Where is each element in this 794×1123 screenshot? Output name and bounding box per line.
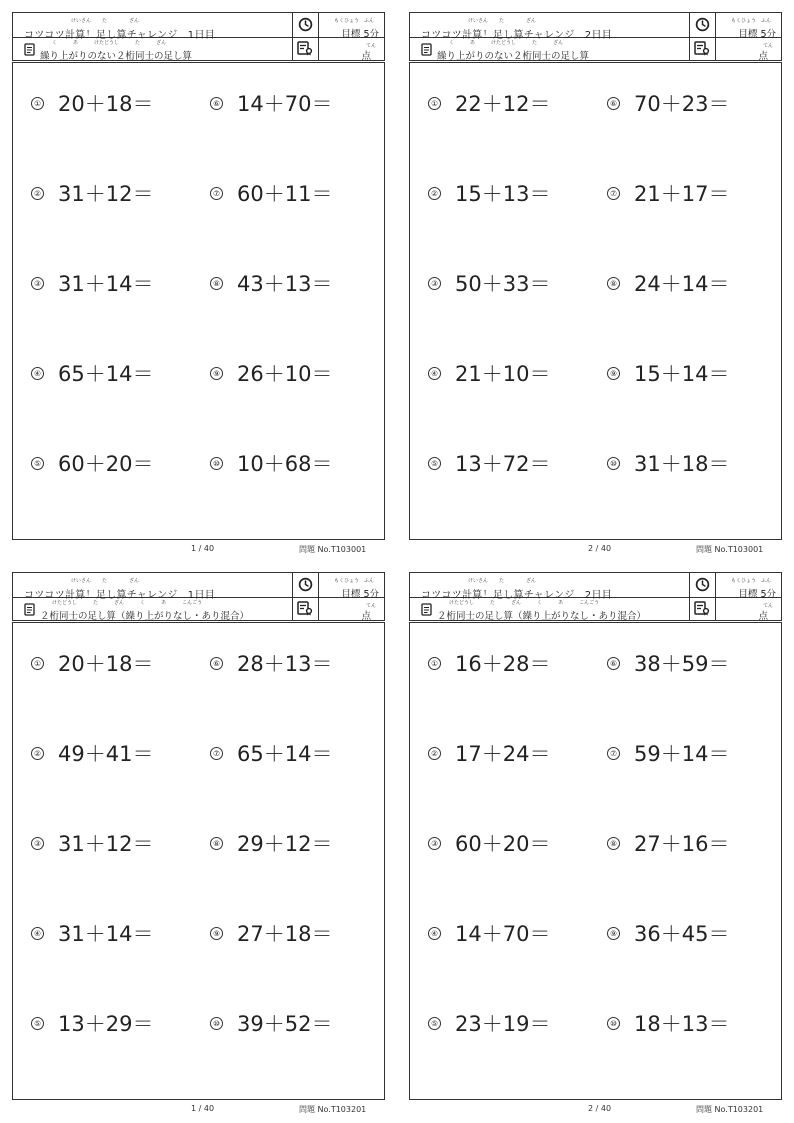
problem-number-marker: ⑤ (428, 457, 441, 470)
title-ruby-1: けいさん (468, 578, 489, 584)
problem-expression: 21＋10＝ (455, 362, 551, 386)
subtitle-ruby-4: た (532, 40, 538, 46)
problem-expression: 60＋11＝ (237, 182, 333, 206)
problem-number-marker: ① (428, 97, 441, 110)
subtitle-ruby-6: こんごう (182, 600, 203, 606)
problem-8 (210, 268, 332, 298)
title-ruby-2: た (102, 578, 108, 584)
title-ruby-3: ざん (129, 578, 140, 584)
subtitle-ruby (449, 599, 615, 606)
problem-6 (210, 648, 332, 678)
page-number: 2 / 40 (588, 544, 612, 553)
problem-number-marker: ④ (428, 927, 441, 940)
subtitle-ruby-5: ざん (553, 40, 564, 46)
subtitle-ruby-4: く (140, 600, 146, 606)
subtitle-ruby-3: ざん (114, 600, 125, 606)
problem-expression: 70＋23＝ (634, 92, 730, 116)
problem-expression: 60＋20＝ (58, 452, 154, 476)
worksheet-header (12, 572, 385, 620)
problem-number-marker: ② (428, 747, 441, 760)
problem-number-marker: ⑤ (428, 1017, 441, 1030)
problem-expression: 31＋18＝ (634, 452, 730, 476)
problem-expression: 50＋33＝ (455, 272, 551, 296)
problem-expression: 31＋14＝ (58, 272, 154, 296)
problem-number-marker: ⑦ (607, 187, 620, 200)
worksheet-header (409, 572, 782, 620)
sheet-subtitle (437, 608, 646, 622)
problem-expression: 49＋41＝ (58, 742, 154, 766)
problem-expression: 24＋14＝ (634, 272, 730, 296)
score-ruby: てん (763, 603, 774, 609)
problem-7 (210, 738, 332, 768)
problem-number-marker: ⑨ (607, 367, 620, 380)
problem-4 (31, 918, 153, 948)
problem-2 (428, 178, 550, 208)
subtitle-text: 繰り上がりのない２桁同士の足し算 (40, 51, 193, 62)
problem-number-marker: ⑥ (210, 657, 223, 670)
answer-sheet-icon (297, 41, 313, 56)
problem-expression: 31＋12＝ (58, 832, 154, 856)
clock-icon (695, 577, 710, 592)
document-icon (24, 603, 35, 616)
problem-number-marker: ⑩ (607, 1017, 620, 1030)
subtitle-ruby-1: けたどうし (449, 600, 475, 606)
title-ruby-3: ざん (526, 18, 537, 24)
title-ruby-2: た (102, 18, 108, 24)
goal-time: 目標 5分 (341, 589, 379, 600)
subtitle-ruby-4: た (135, 40, 141, 46)
clock-icon (695, 17, 710, 32)
problem-expression: 36＋45＝ (634, 922, 730, 946)
subtitle-ruby-3: けたどうし (94, 40, 120, 46)
problem-number-marker: ⑤ (31, 1017, 44, 1030)
subtitle-text: 繰り上がりのない２桁同士の足し算 (437, 51, 590, 62)
problem-5 (31, 448, 153, 478)
page-number: 2 / 40 (588, 1104, 612, 1113)
sheet-title: コツコツ計算！足し算チャレンジ 2日目 (421, 590, 613, 601)
answer-sheet-icon (297, 601, 313, 616)
problem-expression: 15＋13＝ (455, 182, 551, 206)
sheet-title: コツコツ計算！足し算チャレンジ 1日目 (24, 30, 216, 41)
sheet-subtitle (40, 608, 249, 622)
problem-number-marker: ② (428, 187, 441, 200)
score-label: 点 (758, 611, 768, 622)
problem-number-marker: ③ (31, 277, 44, 290)
problem-number-marker: ① (31, 97, 44, 110)
subtitle-ruby-5: あ (558, 600, 564, 606)
problem-number-marker: ⑦ (607, 747, 620, 760)
subtitle-ruby (52, 39, 182, 46)
problem-expression: 13＋29＝ (58, 1012, 154, 1036)
problem-5 (428, 448, 550, 478)
problem-2 (31, 178, 153, 208)
subtitle-ruby-1: けたどうし (52, 600, 78, 606)
subtitle-ruby (52, 599, 218, 606)
problem-number-marker: ⑤ (31, 457, 44, 470)
problem-3 (428, 828, 550, 858)
score-label: 点 (361, 611, 371, 622)
problem-9 (607, 918, 729, 948)
problem-7 (607, 178, 729, 208)
problem-number-marker: ⑧ (210, 837, 223, 850)
problem-number-marker: ⑧ (210, 277, 223, 290)
problem-3 (31, 828, 153, 858)
title-ruby-3: ざん (526, 578, 537, 584)
subtitle-ruby-2: た (93, 600, 99, 606)
problem-5 (31, 1008, 153, 1038)
problem-number-marker: ③ (428, 277, 441, 290)
problem-number-marker: ⑩ (210, 457, 223, 470)
problem-number-marker: ⑨ (210, 367, 223, 380)
problem-expression: 29＋12＝ (237, 832, 333, 856)
problem-expression: 16＋28＝ (455, 652, 551, 676)
problem-8 (210, 828, 332, 858)
problem-2 (428, 738, 550, 768)
problem-expression: 59＋14＝ (634, 742, 730, 766)
answer-sheet-icon (694, 601, 710, 616)
subtitle-ruby-5: ざん (156, 40, 167, 46)
problem-10 (607, 448, 729, 478)
problem-number-marker: ① (428, 657, 441, 670)
title-ruby-2: た (499, 578, 505, 584)
subtitle-text: ２桁同士の足し算（繰り上がりなし・あり混合） (437, 611, 647, 622)
document-icon (24, 43, 35, 56)
goal-time: 目標 5分 (738, 29, 776, 40)
problem-expression: 21＋17＝ (634, 182, 730, 206)
subtitle-ruby-2: た (490, 600, 496, 606)
problem-expression: 31＋12＝ (58, 182, 154, 206)
problem-number-marker: ③ (428, 837, 441, 850)
clock-icon (298, 17, 313, 32)
problem-number-marker: ⑨ (607, 927, 620, 940)
worksheet-header (409, 12, 782, 60)
problem-number-marker: ⑧ (607, 277, 620, 290)
problem-4 (428, 918, 550, 948)
title-ruby-1: けいさん (468, 18, 489, 24)
score-ruby: てん (763, 43, 774, 49)
problem-5 (428, 1008, 550, 1038)
problem-6 (607, 88, 729, 118)
problem-number-marker: ⑥ (210, 97, 223, 110)
subtitle-ruby-3: ざん (511, 600, 522, 606)
goal-ruby: もくひょう ふん (731, 578, 772, 584)
problem-4 (31, 358, 153, 388)
problem-9 (210, 358, 332, 388)
goal-ruby: もくひょう ふん (334, 18, 375, 24)
problem-number-marker: ⑨ (210, 927, 223, 940)
problem-9 (210, 918, 332, 948)
problem-10 (210, 1008, 332, 1038)
problem-expression: 10＋68＝ (237, 452, 333, 476)
goal-ruby: もくひょう ふん (334, 578, 375, 584)
problem-expression: 27＋18＝ (237, 922, 333, 946)
problem-expression: 17＋24＝ (455, 742, 551, 766)
score-label: 点 (361, 51, 371, 62)
problem-number-marker: ⑦ (210, 747, 223, 760)
goal-time: 目標 5分 (738, 589, 776, 600)
problem-1 (31, 88, 153, 118)
score-label: 点 (758, 51, 768, 62)
problem-expression: 27＋16＝ (634, 832, 730, 856)
problem-expression: 65＋14＝ (237, 742, 333, 766)
problem-expression: 18＋13＝ (634, 1012, 730, 1036)
problem-number: 問題 No.T103201 (299, 1105, 367, 1114)
problem-expression: 43＋13＝ (237, 272, 333, 296)
subtitle-ruby-6: こんごう (579, 600, 600, 606)
sheet-title: コツコツ計算！足し算チャレンジ 2日目 (421, 30, 613, 41)
problem-number-marker: ④ (428, 367, 441, 380)
problem-number: 問題 No.T103001 (299, 545, 367, 554)
subtitle-ruby-2: あ (73, 40, 79, 46)
clock-icon (298, 577, 313, 592)
page-number: 1 / 40 (191, 1104, 215, 1113)
score-ruby: てん (366, 43, 377, 49)
problem-3 (428, 268, 550, 298)
goal-ruby: もくひょう ふん (731, 18, 772, 24)
problem-expression: 28＋13＝ (237, 652, 333, 676)
problem-number-marker: ⑧ (607, 837, 620, 850)
problem-number-marker: ⑩ (210, 1017, 223, 1030)
problem-number-marker: ⑥ (607, 657, 620, 670)
answer-sheet-icon (694, 41, 710, 56)
problem-1 (31, 648, 153, 678)
problem-3 (31, 268, 153, 298)
problem-expression: 31＋14＝ (58, 922, 154, 946)
problem-7 (210, 178, 332, 208)
problem-expression: 20＋18＝ (58, 92, 154, 116)
problem-expression: 39＋52＝ (237, 1012, 333, 1036)
problem-1 (428, 648, 550, 678)
subtitle-text: ２桁同士の足し算（繰り上がりなし・あり混合） (40, 611, 250, 622)
problem-expression: 65＋14＝ (58, 362, 154, 386)
problem-expression: 23＋19＝ (455, 1012, 551, 1036)
problem-number-marker: ④ (31, 367, 44, 380)
problem-number-marker: ② (31, 747, 44, 760)
score-ruby: てん (366, 603, 377, 609)
problem-expression: 22＋12＝ (455, 92, 551, 116)
document-icon (421, 43, 432, 56)
sheet-title: コツコツ計算！足し算チャレンジ 1日目 (24, 590, 216, 601)
problem-8 (607, 268, 729, 298)
problem-expression: 14＋70＝ (237, 92, 333, 116)
sheet-subtitle (40, 48, 192, 62)
title-ruby-2: た (499, 18, 505, 24)
problem-expression: 26＋10＝ (237, 362, 333, 386)
problem-number-marker: ③ (31, 837, 44, 850)
problem-expression: 60＋20＝ (455, 832, 551, 856)
problem-8 (607, 828, 729, 858)
problem-1 (428, 88, 550, 118)
subtitle-ruby-5: あ (161, 600, 167, 606)
problem-expression: 13＋72＝ (455, 452, 551, 476)
goal-time: 目標 5分 (341, 29, 379, 40)
problem-7 (607, 738, 729, 768)
worksheet-header (12, 12, 385, 60)
problem-expression: 38＋59＝ (634, 652, 730, 676)
subtitle-ruby-4: く (537, 600, 543, 606)
problem-expression: 20＋18＝ (58, 652, 154, 676)
problem-9 (607, 358, 729, 388)
title-ruby-3: ざん (129, 18, 140, 24)
problem-number-marker: ⑥ (607, 97, 620, 110)
problem-number: 問題 No.T103001 (696, 545, 764, 554)
problem-10 (607, 1008, 729, 1038)
subtitle-ruby-1: く (449, 40, 455, 46)
problem-6 (607, 648, 729, 678)
document-icon (421, 603, 432, 616)
subtitle-ruby-2: あ (470, 40, 476, 46)
subtitle-ruby (449, 39, 579, 46)
title-ruby-1: けいさん (71, 18, 92, 24)
problem-number-marker: ④ (31, 927, 44, 940)
problem-expression: 14＋70＝ (455, 922, 551, 946)
problem-number: 問題 No.T103201 (696, 1105, 764, 1114)
problem-10 (210, 448, 332, 478)
problem-number-marker: ① (31, 657, 44, 670)
problem-2 (31, 738, 153, 768)
subtitle-ruby-3: けたどうし (491, 40, 517, 46)
sheet-subtitle (437, 48, 589, 62)
problem-number-marker: ⑩ (607, 457, 620, 470)
problem-6 (210, 88, 332, 118)
title-ruby-1: けいさん (71, 578, 92, 584)
problem-number-marker: ② (31, 187, 44, 200)
page-number: 1 / 40 (191, 544, 215, 553)
problem-4 (428, 358, 550, 388)
problem-number-marker: ⑦ (210, 187, 223, 200)
subtitle-ruby-1: く (52, 40, 58, 46)
problem-expression: 15＋14＝ (634, 362, 730, 386)
